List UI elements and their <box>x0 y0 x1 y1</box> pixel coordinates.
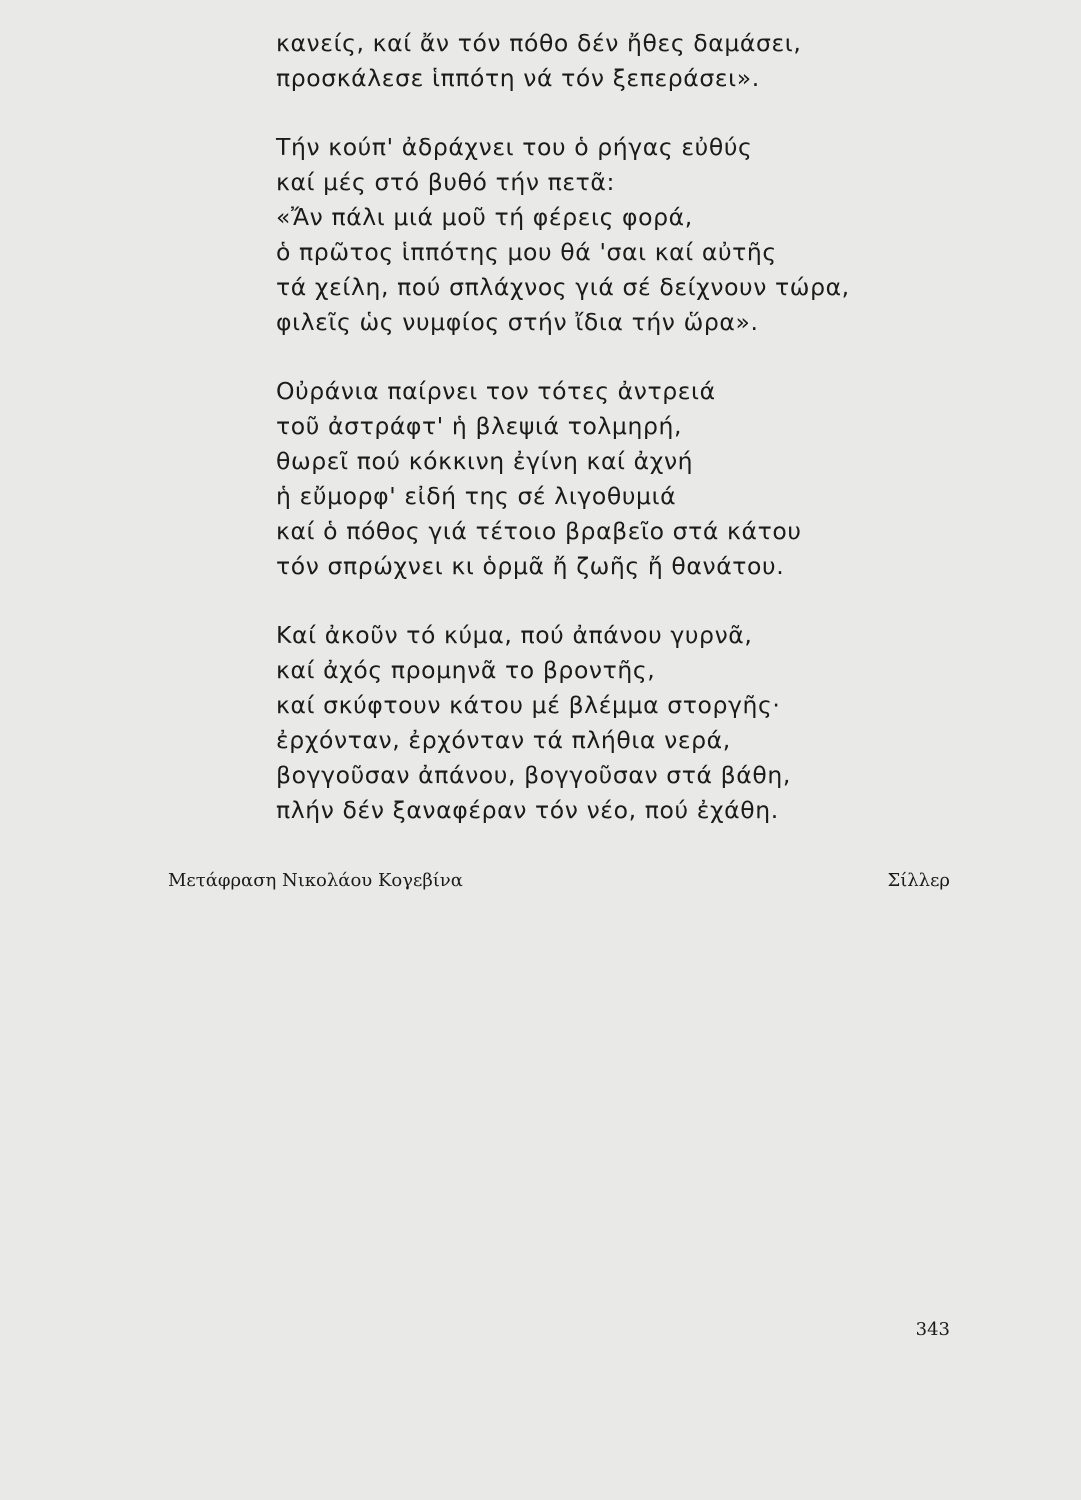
poem-line: τά χείλη, πού σπλάχνος γιά σέ δείχνουν τώρα, <box>276 273 850 301</box>
poem <box>276 26 976 828</box>
poem-line: καί ὁ πόθος γιά τέτοιο βραβεῖο στά κάτου <box>276 517 802 545</box>
stanza-3 <box>276 374 976 584</box>
stanza-2 <box>276 130 976 340</box>
poem-line: ὁ πρῶτος ἱππότης μου θά 'σαι καί αὐτῆς <box>276 238 777 266</box>
poem-line: πλήν δέν ξαναφέραν τόν νέο, πού ἐχάθη. <box>276 796 779 824</box>
poem-line: καί μές στό βυθό τήν πετᾶ: <box>276 168 616 196</box>
poem-line: Καί ἀκοῦν τό κύμα, πού ἀπάνου γυρνᾶ, <box>276 621 753 649</box>
poem-line: Οὐράνια παίρνει τον τότες ἀντρειά <box>276 377 716 405</box>
poem-line: τοῦ ἀστράφτ' ἡ βλεψιά τολμηρή, <box>276 412 683 440</box>
poem-line: Τήν κούπ' ἀδράχνει του ὁ ρήγας εὐθύς <box>276 133 753 161</box>
poem-line: ἡ εὔμορφ' εἰδή της σέ λιγοθυμιά <box>276 482 677 510</box>
poem-line: ἐρχόνταν, ἐρχόνταν τά πλήθια νερά, <box>276 726 731 754</box>
poem-line: προσκάλεσε ἱππότη νά τόν ξεπεράσει». <box>276 64 760 92</box>
attribution-footer <box>168 866 950 896</box>
translator-credit: Μετάφραση Νικολάου Κογεβίνα <box>168 870 463 891</box>
author-name: Σίλλερ <box>887 870 950 891</box>
poem-line: θωρεῖ πού κόκκινη ἐγίνη καί ἀχνή <box>276 447 694 475</box>
poem-line: κανείς, καί ἄν τόν πόθο δέν ἤθες δαμάσει, <box>276 29 802 57</box>
poem-line: φιλεῖς ὡς νυμφίος στήν ἴδια τήν ὥρα». <box>276 308 759 336</box>
poem-line: τόν σπρώχνει κι ὁρμᾶ ἤ ζωῆς ἤ θανάτου. <box>276 552 785 580</box>
poem-line: βογγοῦσαν ἀπάνου, βογγοῦσαν στά βάθη, <box>276 761 791 789</box>
stanza-4 <box>276 618 976 828</box>
poem-line: καί ἀχός προμηνᾶ το βροντῆς, <box>276 656 656 684</box>
poem-line: καί σκύφτουν κάτου μέ βλέμμα στοργῆς· <box>276 691 781 719</box>
poem-line: «Ἄν πάλι μιά μοῦ τή φέρεις φορά, <box>276 203 693 231</box>
page-number: 343 <box>915 1319 950 1340</box>
stanza-1 <box>276 26 976 96</box>
